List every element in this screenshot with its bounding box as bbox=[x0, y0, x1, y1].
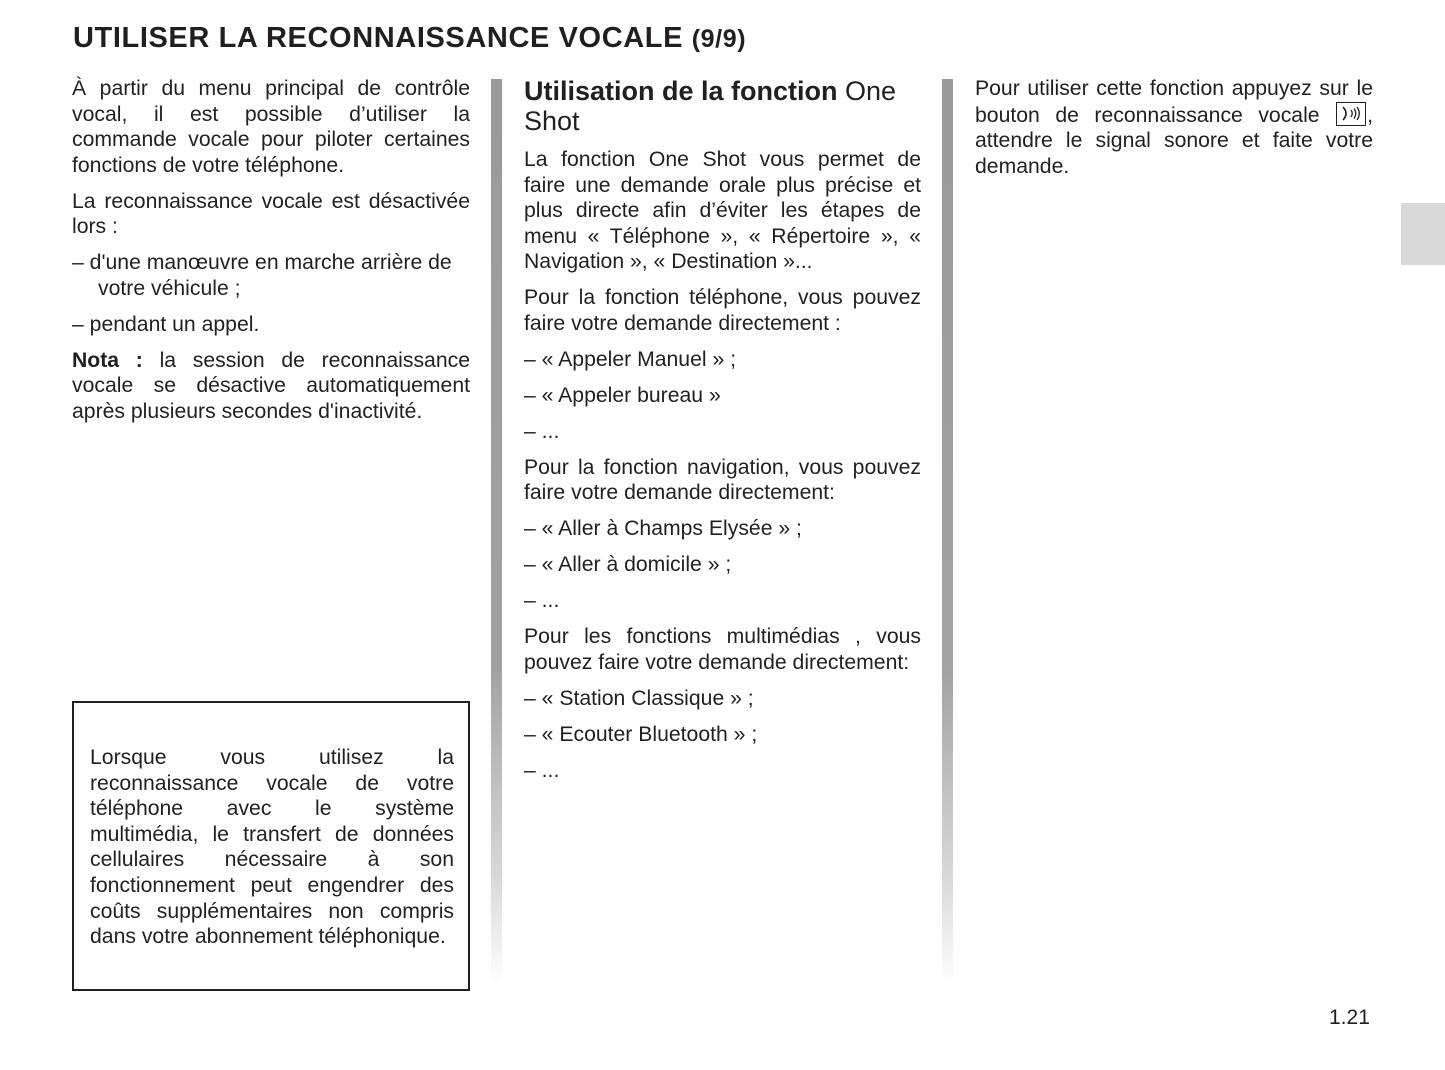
column-right bbox=[975, 76, 1373, 190]
list-item: – ... bbox=[524, 589, 560, 612]
page-counter: (9/9) bbox=[691, 25, 747, 53]
nota-paragraph bbox=[72, 348, 470, 425]
nota-text: la session de reconnaissance vocale se désactive automatiquement après plusieurs secondes d'inactivité. bbox=[72, 348, 470, 423]
warning-text: Lorsque vous utilisez la reconnaissance vocale de votre téléphone avec le système multimédia, le transfert de données cellulaires nécessaire à son fonctionnement peut engendrer des coûts supplémentaires non compris dans votre abonnement téléphonique. bbox=[90, 746, 454, 949]
media-intro: Pour les fonctions multimédias , vous pouvez faire votre demande directement: bbox=[524, 625, 921, 674]
list-item: – « Appeler Manuel » ; bbox=[524, 347, 737, 371]
list-item: – « Aller à Champs Elysée » ; bbox=[524, 517, 802, 540]
one-shot-intro: La fonction One Shot vous permet de faire une demande orale plus précise et plus directe afin d’éviter les étapes de menu « Téléphone », « Répertoire », « Navigation », « Destination »... bbox=[524, 148, 921, 273]
disabled-intro-paragraph: La reconnaissance vocale est désactivée lors : bbox=[72, 189, 470, 238]
column-middle bbox=[524, 76, 921, 794]
warning-box bbox=[72, 701, 470, 991]
column-divider bbox=[942, 79, 953, 984]
column-divider bbox=[491, 79, 502, 984]
usage-text-before: Pour utiliser cette fonction appuyez sur le bouton de reconnaissance vocale bbox=[975, 77, 1373, 127]
usage-paragraph bbox=[975, 76, 1373, 179]
subtitle-rest: One Shot bbox=[524, 76, 897, 136]
chapter-tab bbox=[1401, 203, 1445, 265]
list-item: – « Aller à domicile » ; bbox=[524, 553, 732, 576]
list-item: – « Station Classique » ; bbox=[524, 686, 754, 710]
page-number: 1.21 bbox=[1329, 1006, 1370, 1029]
page-title-text: UTILISER LA RECONNAISSANCE VOCALE bbox=[73, 22, 684, 54]
section-subtitle bbox=[524, 76, 921, 136]
list-item: – pendant un appel. bbox=[72, 312, 260, 336]
list-item: – ... bbox=[524, 419, 560, 443]
intro-paragraph: À partir du menu principal de contrôle vocal, il est possible d’utiliser la commande vocale pour piloter certaines fonctions de votre téléphone. bbox=[72, 77, 470, 177]
page-title bbox=[73, 22, 746, 55]
column-left bbox=[72, 76, 470, 435]
voice-recognition-button-icon bbox=[1336, 102, 1366, 126]
nota-label: Nota : bbox=[72, 348, 143, 372]
subtitle-bold: Utilisation de la fonction bbox=[524, 76, 838, 106]
list-item: – « Appeler bureau » bbox=[524, 383, 721, 407]
nav-intro: Pour la fonction navigation, vous pouvez faire votre demande directement: bbox=[524, 455, 921, 504]
usage-text-after: , attendre le signal sonore et faite votre demande. bbox=[975, 103, 1373, 178]
list-item: – d'une manœuvre en marche arrière de votre véhicule ; bbox=[72, 251, 452, 300]
phone-intro: Pour la fonction téléphone, vous pouvez faire votre demande directement : bbox=[524, 286, 921, 335]
list-item: – ... bbox=[524, 758, 560, 782]
list-item: – « Ecouter Bluetooth » ; bbox=[524, 722, 758, 746]
